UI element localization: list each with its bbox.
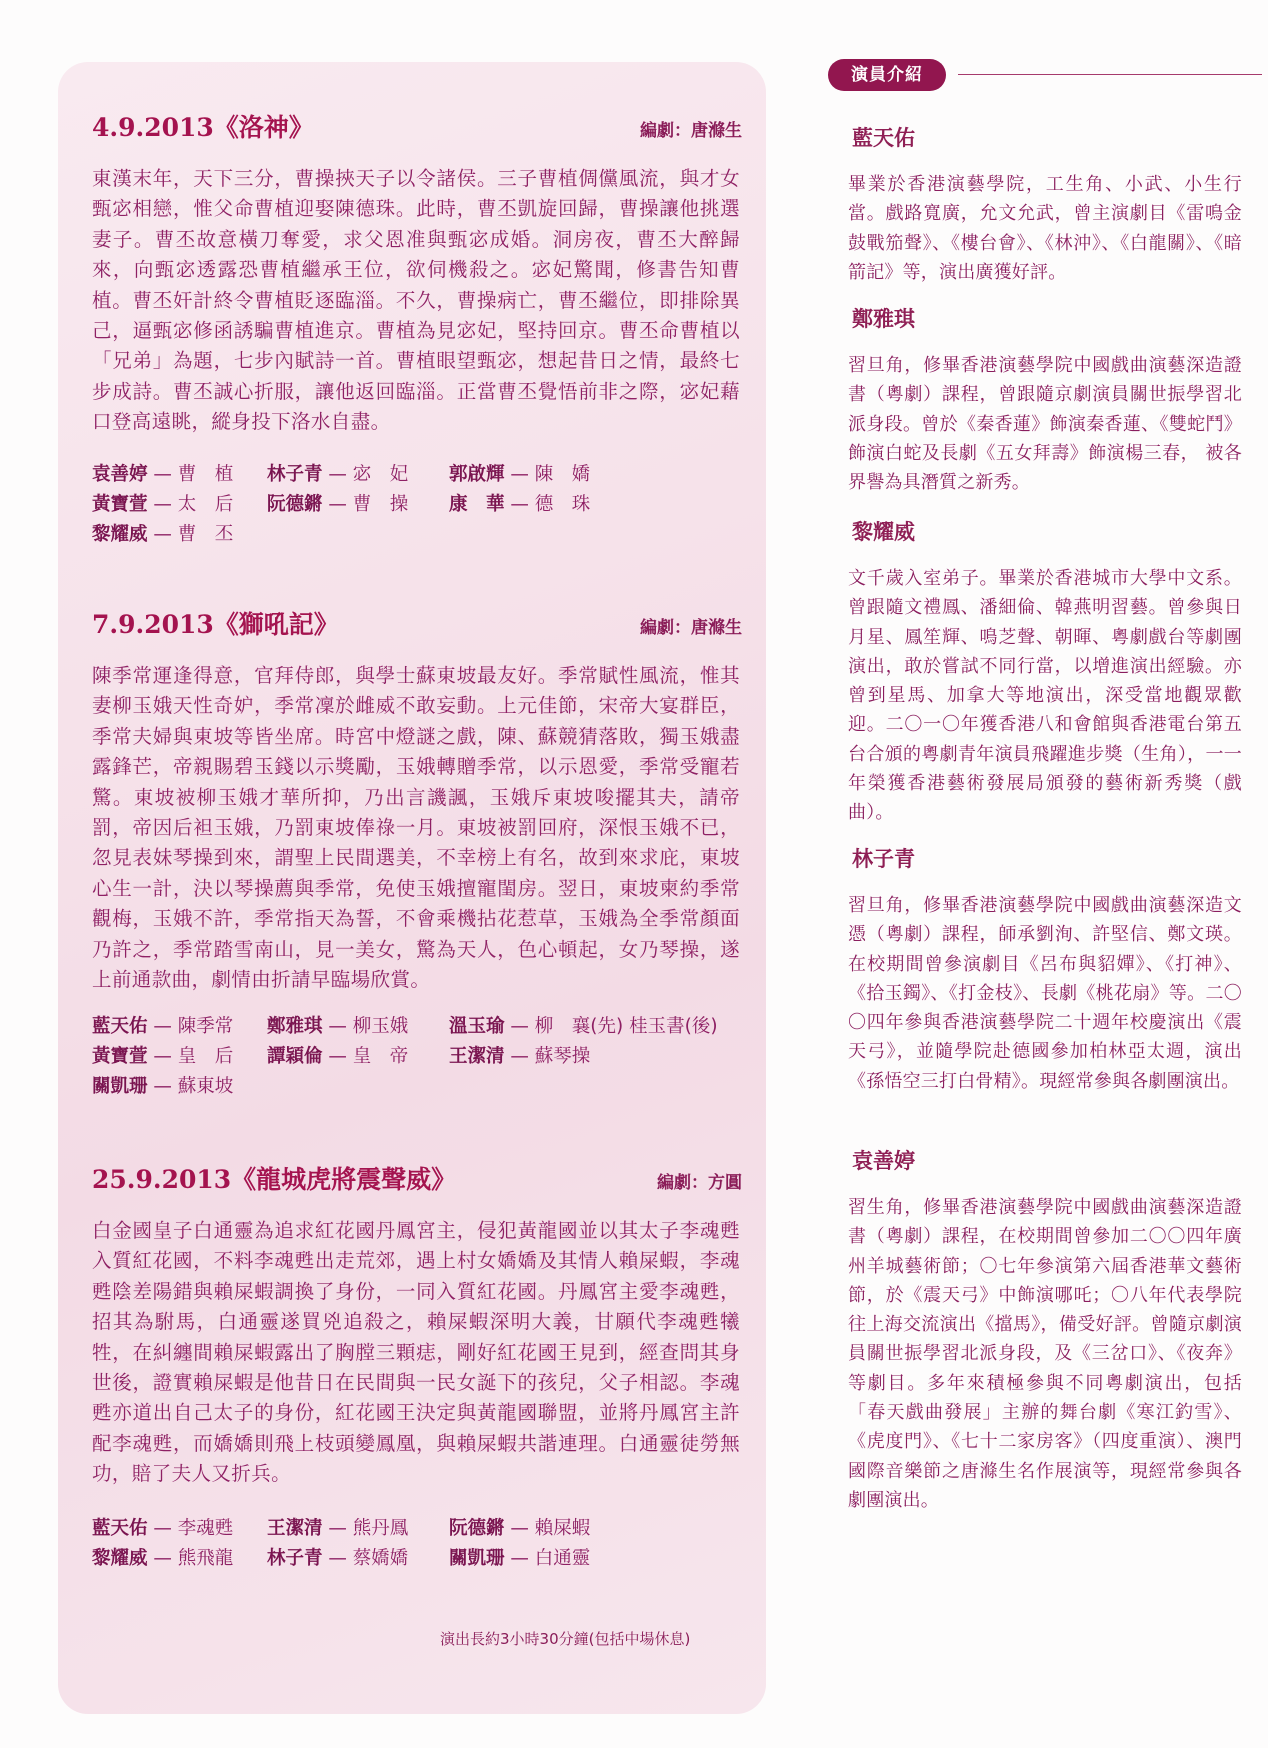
cast-entry: 藍天佑 — 李魂甦 [92, 1518, 234, 1539]
actor-bio: 習旦角，修畢香港演藝學院中國戲曲演藝深造文憑（粵劇）課程，師承劉洵、許堅信、鄭文瑛。在校期間曾參演劇目《呂布與貂嬋》、《打神》、《拾玉鐲》、《打金枝》、長劇《桃花扇》等。二〇〇四年參與香港演藝學院二十週年校慶演出《震天弓》，並隨學院赴德國參加柏林亞太週，演出《孫悟空三打白骨精》。現經常參與各劇團演出。 [848, 895, 1242, 1092]
cast-row [92, 1514, 752, 1544]
cast-entry: 藍天佑 — 陳季常 [92, 1016, 234, 1037]
actor-name: 袁善婷 [852, 1149, 915, 1173]
show-writer: 編劇：唐滌生 [640, 618, 742, 638]
section-label: 演員介紹 [828, 59, 946, 91]
actor-profile-yuen-sin-ting [848, 1145, 1242, 1515]
actor-name: 黎耀威 [852, 520, 915, 544]
actor-name: 藍天佑 [852, 126, 915, 150]
actor-profile-lai-yiu-wai [848, 516, 1242, 828]
cast-row [92, 1072, 752, 1102]
actor-bio: 習生角，修畢香港演藝學院中國戲曲演藝深造證書（粵劇）課程，在校期間曾參加二〇〇四年廣州羊城藝術節；〇七年參演第六屆香港華文藝術節，於《震天弓》中飾演哪吒；〇八年代表學院往上海交流演出《擋馬》，備受好評。曾隨京劇演員關世振學習北派身段，及《三岔口》、《夜奔》等劇目。多年來積極參與不同粵劇演出，包括「春天戲曲發展」主辦的舞台劇《寒江釣雪》、《虎度門》、《七十二家房客》（四度重演）、澳門國際音樂節之唐滌生名作展演等，現經常參與各劇團演出。 [848, 1197, 1242, 1511]
cast-entry: 郭啟輝 — 陳 嬌 [449, 464, 591, 485]
cast-list [92, 1514, 752, 1574]
actor-bio: 習旦角，修畢香港演藝學院中國戲曲演藝深造證書（粵劇）課程，曾跟隨京劇演員關世振學習北派身段。曾於《秦香蓮》飾演秦香蓮、《雙蛇鬥》飾演白蛇及長劇《五女拜壽》飾演楊三春， 被各界譽為具潛質之新秀。 [848, 355, 1242, 494]
duration-note: 演出長約3小時30分鐘(包括中場休息) [440, 1630, 691, 1648]
cast-row [92, 520, 752, 550]
cast-row [92, 1012, 752, 1042]
cast-row [92, 1042, 752, 1072]
cast-list [92, 1012, 752, 1102]
actor-profile-cheng-nga-kei [848, 303, 1242, 497]
cast-entry: 王潔清 — 蘇琴操 [449, 1046, 591, 1067]
cast-entry: 阮德鏘 — 賴屎蝦 [449, 1518, 591, 1539]
cast-entry: 林子青 — 蔡嬌嬌 [267, 1548, 409, 1569]
cast-entry: 黎耀威 — 曹 丕 [92, 524, 234, 545]
actor-name: 林子青 [852, 847, 915, 871]
cast-entry: 康 華 — 德 珠 [449, 494, 591, 515]
cast-entry: 林子青 — 宓 妃 [267, 464, 409, 485]
cast-entry: 黎耀威 — 熊飛龍 [92, 1548, 234, 1569]
actor-profile-lan-tin-yau [848, 122, 1242, 287]
cast-entry: 溫玉瑜 — 柳 襄(先) 桂玉書(後) [449, 1016, 718, 1037]
cast-entry: 阮德鏘 — 曹 操 [267, 494, 409, 515]
show-title: 25.9.2013《龍城虎將震聲威》 [92, 1165, 457, 1194]
actor-name: 鄭雅琪 [852, 307, 915, 331]
show-title: 7.9.2013《獅吼記》 [92, 610, 339, 639]
show-writer: 編劇：方圓 [657, 1173, 742, 1193]
show-synopsis: 陳季常運逢得意，官拜侍郎，與學士蘇東坡最友好。季常賦性風流，惟其妻柳玉娥天性奇妒，季常凜於雌威不敢妄動。上元佳節，宋帝大宴群臣，季常夫婦與東坡等皆坐席。時宮中燈謎之戲，陳、蘇競猜落敗，獨玉娥盡露鋒芒，帝親賜碧玉錢以示獎勵，玉娥轉贈季常，以示恩愛，季常受寵若驚。東坡被柳玉娥才華所抑，乃出言譏諷，玉娥斥東坡唆擺其夫，請帝罰，帝因后袒玉娥，乃罰東坡俸祿一月。東坡被罰回府，深恨玉娥不已，忽見表妹琴操到來，謂聖上民間選美，不幸榜上有名，故到來求庇，東坡心生一計，決以琴操薦與季常，免使玉娥擅寵閨房。翌日，東坡柬約季常觀梅，玉娥不許，季常指天為誓，不會乘機拈花惹草，玉娥為全季常顏面乃許之，季常踏雪南山，見一美女，驚為天人，色心頓起，女乃琴操，遂上前通款曲，劇情由折請早臨場欣賞。 [92, 664, 740, 992]
header-divider [958, 74, 1262, 75]
cast-entry: 關凱珊 — 白通靈 [449, 1548, 591, 1569]
cast-row [92, 1544, 752, 1574]
cast-entry: 黃寶萱 — 太 后 [92, 494, 234, 515]
show-writer: 編劇：唐滌生 [640, 121, 742, 141]
actor-bio: 畢業於香港演藝學院，工生角、小武、小生行當。戲路寬廣，允文允武，曾主演劇目《雷鳴金鼓戰笳聲》、《樓台會》、《林沖》、《白龍關》、《暗箭記》等，演出廣獲好評。 [848, 174, 1242, 283]
cast-row [92, 490, 752, 520]
show-title: 4.9.2013《洛神》 [92, 113, 314, 142]
cast-entry: 袁善婷 — 曹 植 [92, 464, 234, 485]
cast-entry: 譚穎倫 — 皇 帝 [267, 1046, 409, 1067]
cast-entry: 關凱珊 — 蘇東坡 [92, 1076, 234, 1097]
cast-entry: 黃寶萱 — 皇 后 [92, 1046, 234, 1067]
cast-entry: 王潔清 — 熊丹鳳 [267, 1518, 409, 1539]
show-synopsis: 白金國皇子白通靈為追求紅花國丹鳳宮主，侵犯黃龍國並以其太子李魂甦入質紅花國，不料李魂甦出走荒郊，遇上村女嬌嬌及其情人賴屎蝦，李魂甦陰差陽錯與賴屎蝦調換了身份，一同入質紅花國。丹鳳宮主愛李魂甦，招其為駙馬，白通靈遂買兇追殺之，賴屎蝦深明大義，甘願代李魂甦犧牲，在糾纏間賴屎蝦露出了胸膛三顆痣，剛好紅花國王見到，經查問其身世後，證實賴屎蝦是他昔日在民間與一民女誕下的孩兒，父子相認。李魂甦亦道出自己太子的身份，紅花國王決定與黃龍國聯盟，並將丹鳳宮主許配李魂甦，而嬌嬌則飛上枝頭變鳳凰，與賴屎蝦共諧連理。白通靈徒勞無功，賠了夫人又折兵。 [92, 1219, 740, 1486]
show-synopsis: 東漢末年，天下三分，曹操挾天子以令諸侯。三子曹植倜儻風流，與才女甄宓相戀，惟父命曹植迎娶陳德珠。此時，曹丕凱旋回歸，曹操讓他挑選妻子。曹丕故意橫刀奪愛，求父恩准與甄宓成婚。洞房夜，曹丕大醉歸來，向甄宓透露恐曹植繼承王位，欲伺機殺之。宓妃驚聞，修書告知曹植。曹丕奸計終令曹植貶逐臨淄。不久，曹操病亡，曹丕繼位，即排除異己，逼甄宓修函誘騙曹植進京。曹植為見宓妃，堅持回京。曹丕命曹植以「兄弟」為題，七步內賦詩一首。曹植眼望甄宓，想起昔日之情，最終七步成詩。曹丕誠心折服，讓他返回臨淄。正當曹丕覺悟前非之際，宓妃藉口登高遠眺，縱身投下洛水自盡。 [92, 167, 740, 434]
cast-row [92, 460, 752, 490]
cast-list [92, 460, 752, 550]
actor-bio: 文千歲入室弟子。畢業於香港城市大學中文系。曾跟隨文禮鳳、潘細倫、韓燕明習藝。曾參與日月星、鳳笙輝、鳴芝聲、朝暉、粵劇戲台等劇團演出，敢於嘗試不同行當，以增進演出經驗。亦曾到星馬、加拿大等地演出，深受當地觀眾歡迎。二〇一〇年獲香港八和會館與香港電台第五台合頒的粵劇青年演員飛躍進步獎（生角），一一年榮獲香港藝術發展局頒發的藝術新秀獎（戲曲）。 [848, 568, 1242, 824]
cast-entry: 鄭雅琪 — 柳玉娥 [267, 1016, 409, 1037]
actor-profile-lam-tsz-ching [848, 843, 1242, 1096]
